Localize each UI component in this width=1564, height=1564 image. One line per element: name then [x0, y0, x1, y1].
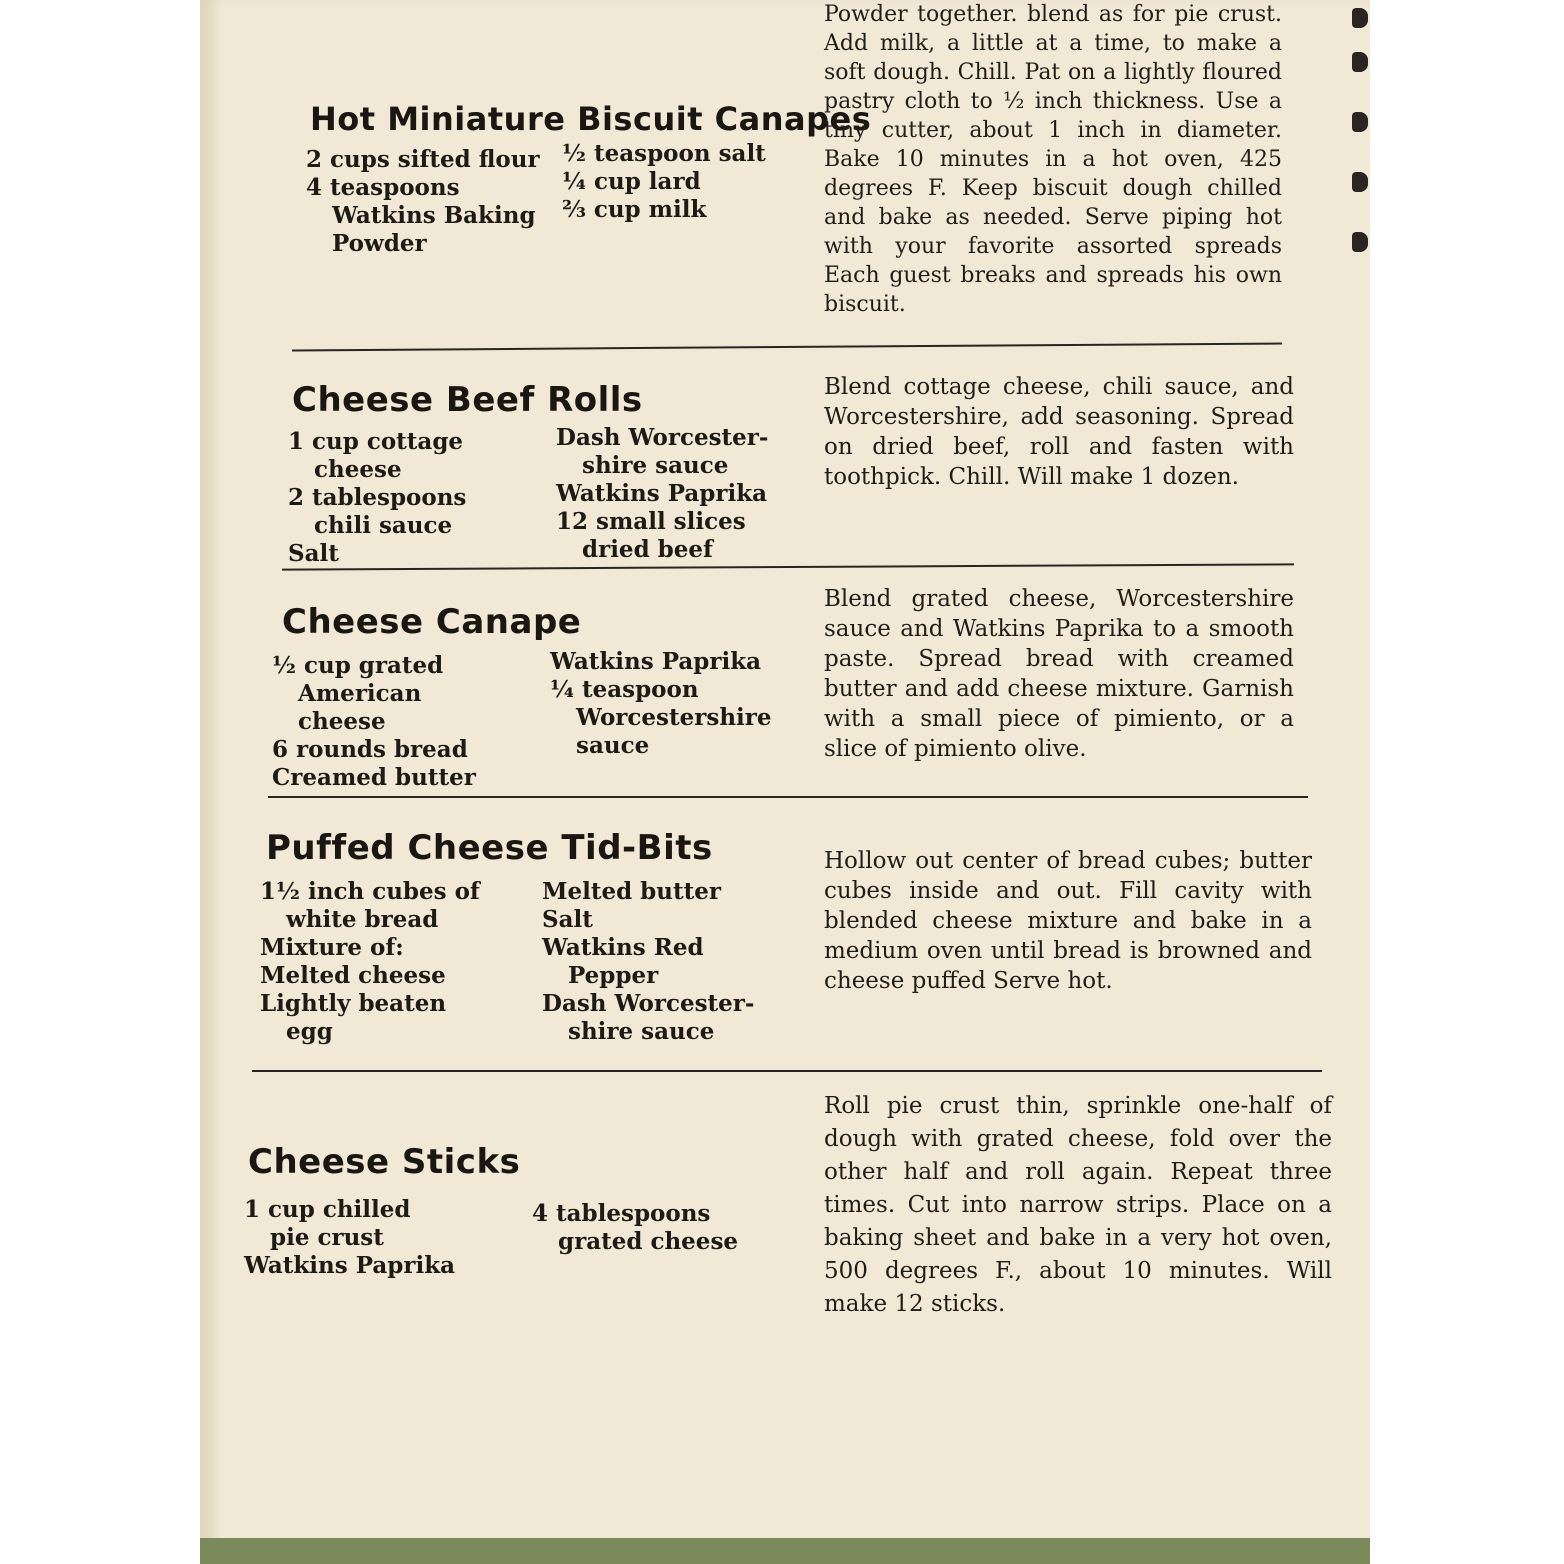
- ingredient: pie crust: [270, 1224, 384, 1251]
- ingredient: ¼ cup lard: [562, 168, 701, 195]
- ingredient: Powder: [332, 230, 427, 257]
- ingredient: Watkins Paprika: [556, 480, 768, 507]
- ingredient: 6 rounds bread: [272, 736, 468, 763]
- ingredient: 12 small slices: [556, 508, 746, 535]
- recipe-title: Cheese Beef Rolls: [292, 380, 643, 420]
- recipe-method: Blend cottage cheese, chili sauce, and Worcestershire, add seasoning. Spread on dried beef, roll and fasten with toothpick. Chill. Will make 1 dozen.: [824, 374, 1294, 490]
- ingredient: Lightly beaten: [260, 990, 447, 1017]
- ingredient: 4 teaspoons: [306, 174, 460, 201]
- ingredient: grated cheese: [558, 1228, 739, 1255]
- ingredient: Creamed butter: [272, 764, 476, 791]
- ingredient: Watkins Paprika: [244, 1252, 456, 1279]
- spiral-ring: [1352, 112, 1368, 132]
- ingredient: Mixture of:: [260, 934, 404, 961]
- ingredient: American: [298, 680, 422, 707]
- ingredient: shire sauce: [582, 452, 729, 479]
- ingredient: Pepper: [568, 962, 659, 989]
- ingredient: Watkins Baking: [332, 202, 536, 229]
- ingredient: Watkins Red: [542, 934, 704, 961]
- ingredient: ½ cup grated: [272, 652, 444, 679]
- ingredient: Salt: [288, 540, 339, 567]
- ingredient: sauce: [576, 732, 650, 759]
- recipe-title: Puffed Cheese Tid-Bits: [266, 828, 713, 868]
- ingredient: white bread: [286, 906, 439, 933]
- divider-rule: [268, 796, 1308, 798]
- ingredients-left: [260, 878, 480, 1046]
- ingredient: ⅔ cup milk: [562, 196, 707, 223]
- recipe-method: Powder together. blend as for pie crust. Add milk, a little at a time, to make a soft dough. Chill. Pat on a lightly floured pastry cloth to ½ inch thickness. Use a tiny cutter, about 1 inch in diameter. Bake 10 minutes in a hot oven, 425 degrees F. Keep biscuit dough chilled and bake as needed. Serve piping hot with your favorite assorted spreads Each guest breaks and spreads his own biscuit.: [824, 2, 1282, 317]
- ingredient: 2 tablespoons: [288, 484, 467, 511]
- ingredient: Melted butter: [542, 878, 721, 905]
- ingredient: 4 tablespoons: [532, 1200, 711, 1227]
- ingredient: Dash Worcester-: [556, 424, 769, 451]
- ingredient: ¼ teaspoon: [550, 676, 699, 703]
- recipe-method: Hollow out center of bread cubes; butter cubes inside and out. Fill cavity with blended cheese mixture and bake in a medium oven until bread is browned and cheese puffed Serve hot.: [824, 848, 1312, 994]
- recipe-title: Hot Miniature Biscuit Canapes: [310, 100, 872, 138]
- recipe-method: Roll pie crust thin, sprinkle one-half of dough with grated cheese, fold over the other half and roll again. Repeat three times. Cut into narrow strips. Place on a baking sheet and bake in a very hot oven, 500 degrees F., about 10 minutes. Will make 12 sticks.: [824, 1093, 1332, 1317]
- ingredient: Melted cheese: [260, 962, 446, 989]
- book-cover-edge: [200, 1538, 1370, 1564]
- ingredient: 2 cups sifted flour: [306, 146, 540, 173]
- ingredient: Salt: [542, 906, 593, 933]
- ingredient: 1½ inch cubes of: [260, 878, 480, 905]
- ingredient: egg: [286, 1018, 333, 1045]
- ingredients-right: [562, 140, 766, 224]
- page-gutter-shadow: [200, 0, 222, 1564]
- recipe-title: Cheese Canape: [282, 602, 582, 642]
- ingredient: dried beef: [582, 536, 713, 563]
- ingredients-right: [542, 878, 754, 1046]
- ingredient: cheese: [314, 456, 402, 483]
- ingredient: 1 cup chilled: [244, 1196, 411, 1223]
- ingredients-left: [272, 652, 476, 792]
- ingredients-right: [550, 648, 772, 760]
- ingredient: Watkins Paprika: [550, 648, 762, 675]
- ingredients-left: [244, 1196, 455, 1280]
- ingredient: Worcestershire: [576, 704, 772, 731]
- spiral-ring: [1352, 8, 1368, 28]
- divider-rule: [252, 1070, 1322, 1072]
- ingredients-right: [556, 424, 768, 564]
- ingredient: 1 cup cottage: [288, 428, 464, 455]
- recipe-title: Cheese Sticks: [248, 1142, 521, 1182]
- recipe-method: Blend grated cheese, Worcestershire sauce and Watkins Paprika to a smooth paste. Spread bread with creamed butter and add cheese mixture. Garnish with a small piece of pimiento, or a slice of pimiento olive.: [824, 586, 1294, 762]
- spiral-ring: [1352, 232, 1368, 252]
- spiral-ring: [1352, 172, 1368, 192]
- ingredient: chili sauce: [314, 512, 453, 539]
- ingredients-left: [288, 428, 466, 568]
- ingredients-left: [306, 146, 540, 258]
- ingredient: ½ teaspoon salt: [562, 140, 766, 167]
- ingredients-right: [532, 1200, 738, 1256]
- spiral-ring: [1352, 52, 1368, 72]
- ingredient: cheese: [298, 708, 386, 735]
- ingredient: shire sauce: [568, 1018, 715, 1045]
- ingredient: Dash Worcester-: [542, 990, 755, 1017]
